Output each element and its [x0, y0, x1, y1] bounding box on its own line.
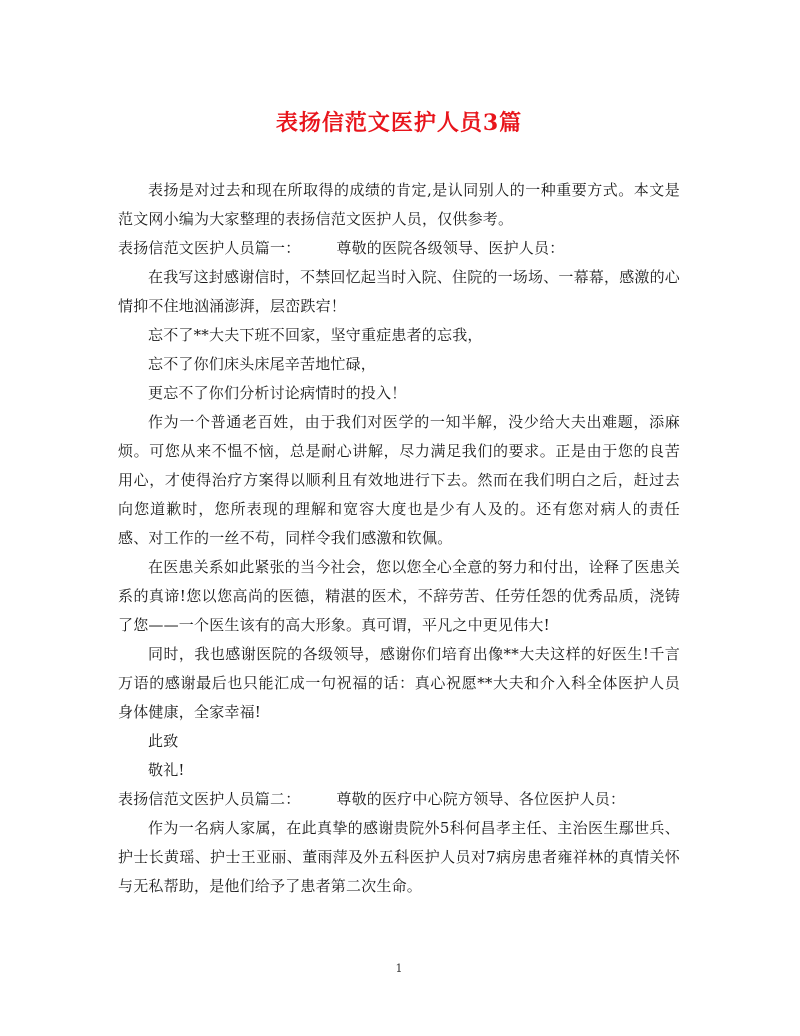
section-heading-two — [118, 785, 680, 814]
page-number: 1 — [395, 962, 403, 975]
closing-line: 此致 — [148, 732, 179, 750]
paragraph: 作为一个普通老百姓，由于我们对医学的一知半解，没少给大夫出难题，添麻烦。可您从来不愠不恼，总是耐心讲解，尽力满足我们的要求。正是由于您的良苦用心，才使得治疗方案得以顺利且有效地进行下去。然而在我们明白之后，赶过去向您道歉时，您所表现的理解和宽容大度也是少有人及的。还有您对病人的责任感、对工作的一丝不苟，同样令我们感激和钦佩。 — [118, 413, 680, 547]
paragraph: 作为一名病人家属，在此真挚的感谢贵院外5科何昌孝主任、主治医生鄢世兵、护士长黄瑶、护士王亚丽、董雨萍及外五科医护人员对7病房患者雍祥林的真情关怀与无私帮助，是他们给予了患者第二次生命。 — [118, 819, 680, 895]
document-title: 表扬信范文医护人员3篇 — [275, 110, 523, 136]
section-heading-label: 表扬信范文医护人员篇二： — [118, 790, 301, 808]
paragraph: 忘不了你们床头床尾辛苦地忙碌， — [148, 355, 377, 373]
paragraph: 忘不了**大夫下班不回家，坚守重症患者的忘我， — [148, 326, 483, 344]
paragraph: 更忘不了你们分析讨论病情时的投入！ — [148, 384, 407, 402]
salutation: 尊敬的医院各级领导、医护人员： — [336, 239, 565, 257]
paragraph: 在我写这封感谢信时，不禁回忆起当时入院、住院的一场场、一幕幕，感激的心情抑不住地汹涌澎湃，层峦跌宕！ — [118, 268, 681, 315]
section-heading-one — [118, 234, 680, 263]
paragraph: 同时，我也感谢医院的各级领导，感谢你们培育出像**大夫这样的好医生!千言万语的感谢最后也只能汇成一句祝福的话：真心祝愿**大夫和介入科全体医护人员身体健康，全家幸福! — [118, 645, 680, 721]
paragraph: 在医患关系如此紧张的当今社会，您以您全心全意的努力和付出，诠释了医患关系的真谛!您以您高尚的医德，精湛的医术，不辞劳苦、任劳任怨的优秀品质，浇铸了您——一个医生该有的高大形象。真可谓，平凡之中更见伟大! — [118, 558, 681, 634]
section-heading-label: 表扬信范文医护人员篇一： — [118, 239, 301, 257]
paragraph-intro: 表扬是对过去和现在所取得的成绩的肯定,是认同别人的一种重要方式。本文是范文网小编为大家整理的表扬信范文医护人员，仅供参考。 — [118, 181, 680, 228]
salutation: 尊敬的医疗中心院方领导、各位医护人员： — [336, 790, 626, 808]
document-page — [118, 0, 680, 1036]
document-body — [118, 176, 680, 901]
closing-line: 敬礼! — [148, 761, 185, 779]
